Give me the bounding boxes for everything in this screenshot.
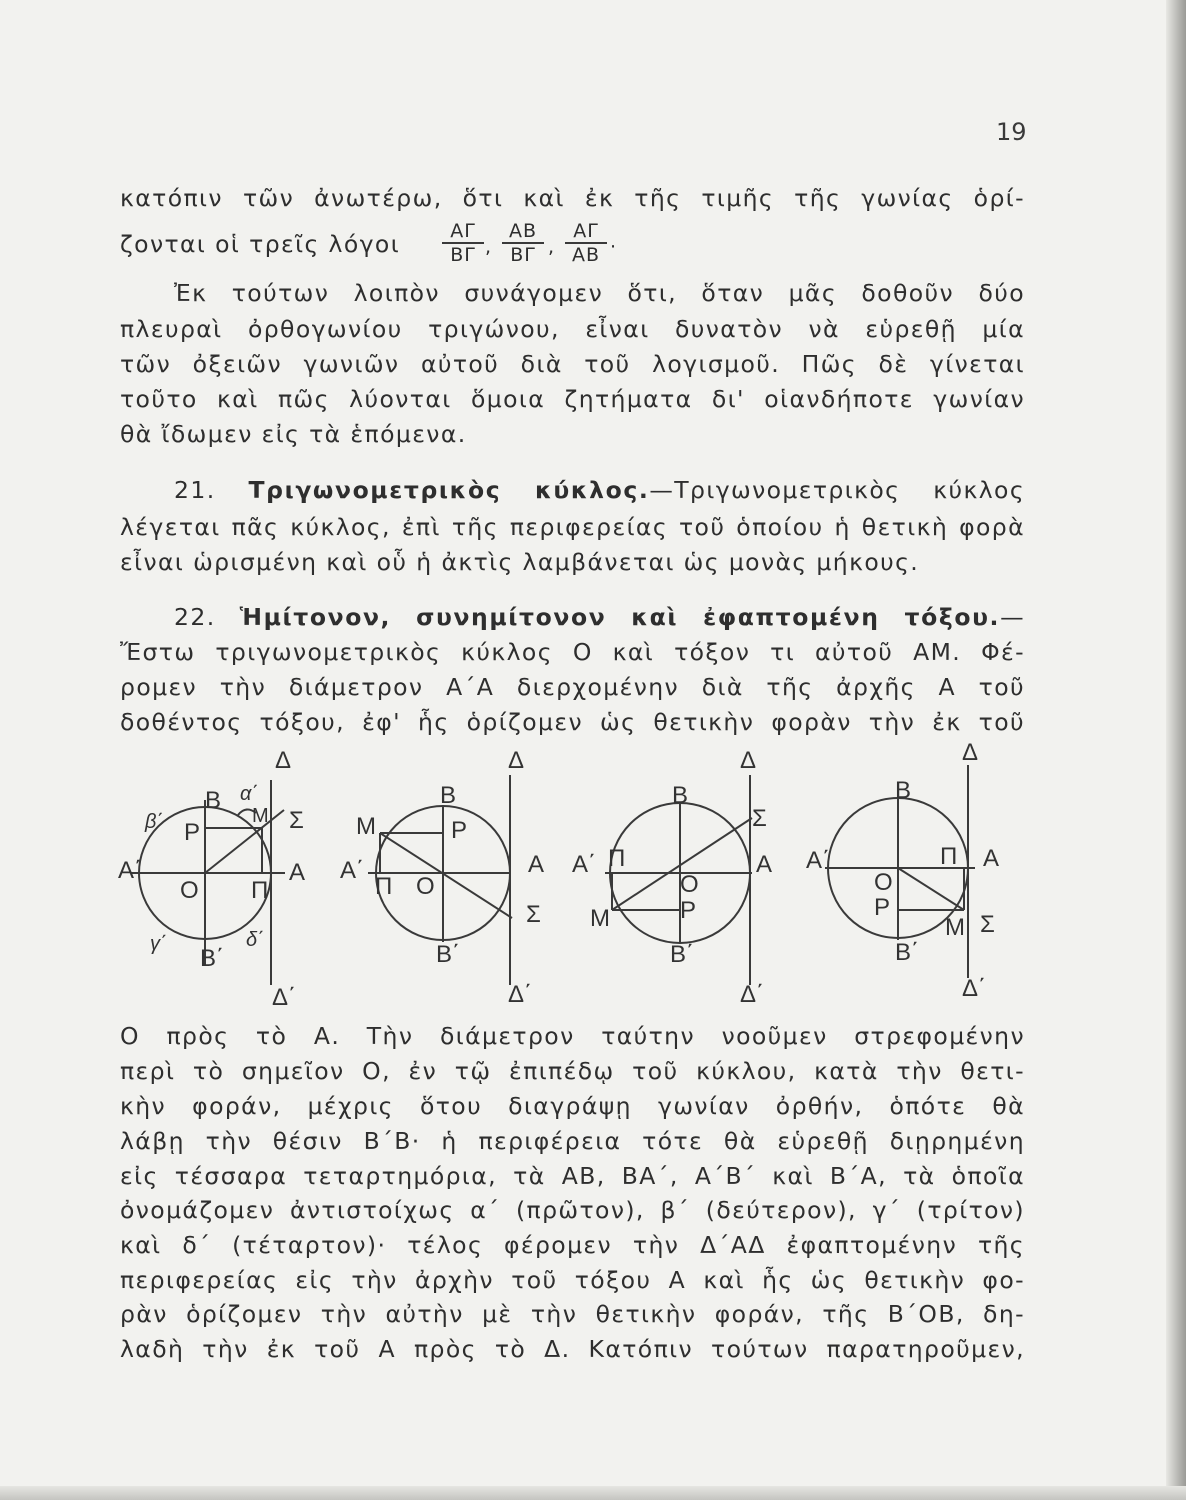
label: Α΄ [340,857,364,884]
label: Π [608,845,626,872]
text-line: πλευραὶ ὀρθογωνίου τριγώνου, εἶναι δυνατὸν νὰ εὑρεθῇ μία [120,315,1025,343]
label: Δ [740,747,757,774]
fraction-separator: , [548,236,556,258]
label: Δ [508,747,525,774]
ratio-lead: ζονται οἱ τρεῖς λόγοι [120,230,401,258]
label: Μ [945,914,965,941]
label: Ο [180,877,199,904]
text-line: Ἐκ τούτων λοιπὸν συνάγομεν ὅτι, ὅταν μᾶς δοθοῦν δύο [174,279,1025,307]
label: Δ΄ [508,981,533,1008]
label: Δ΄ [962,975,987,1002]
label: Α΄ [118,857,142,884]
fraction-numerator: ΑΒ [502,220,544,244]
label: Α [983,845,1000,872]
section-heading: Ἡμίτονον, συνημίτονον καὶ ἐφαπτομένη τόξου. [239,603,1001,631]
fraction-denominator: ΒΓ [450,244,476,266]
label: Π [940,843,958,870]
page-number: 19 [996,118,1027,146]
label: Π [375,873,393,900]
label: α΄ [240,783,259,805]
text-line: δοθέντος τόξου, ἐφ' ἧς ὁρίζομεν ὡς θετικὴν φορὰν τὴν ἐκ τοῦ [120,708,1025,736]
text-line: καὶ δ΄ (τέταρτον)· τέλος φέρομεν τὴν Δ΄ΑΔ ἐφαπτομένην τῆς [120,1231,1025,1259]
text-line: ὀνομάζομεν ἀντιστοίχως α΄ (πρῶτον), β΄ (δεύτερον), γ΄ (τρίτον) [120,1196,1025,1224]
text-line: περὶ τὸ σημεῖον Ο, ἐν τῷ ἐπιπέδῳ τοῦ κύκλου, κατὰ τὴν θετι- [120,1057,1025,1085]
text-line: περιφερείας εἰς τὴν ἀρχὴν τοῦ τόξου Α καὶ ἧς ὡς θετικὴν φο- [120,1266,1025,1294]
fraction-denominator: ΑΒ [571,244,601,266]
label: Ο [874,869,893,896]
label: Β΄ [895,939,919,966]
label: Β [672,782,689,809]
text-line: εἶναι ὡρισμένη καὶ οὗ ἡ ἀκτὶς λαμβάνεται ὡς μονὰς μήκους. [120,548,920,576]
label: Σ [752,805,767,832]
label: Β [205,787,222,814]
fraction-numerator: ΑΓ [565,220,607,244]
label: Δ΄ [272,984,297,1011]
label: Α [528,851,545,878]
label: δ΄ [246,929,264,951]
radius-to-M [898,868,964,910]
label: β΄ [145,811,164,833]
text-line: εἰς τέσσαρα τεταρτημόρια, τὰ ΑΒ, ΒΑ΄, Α΄Β΄ καὶ Β΄Α, τὰ ὁποῖα [120,1162,1025,1190]
label: Ρ [451,817,468,844]
label: Β [895,777,912,804]
fraction-separator: · [610,236,618,258]
section-number: 22. [174,603,216,631]
label: Δ΄ [740,981,765,1008]
text-line: ρομεν τὴν διάμετρον Α΄Α διερχομένην διὰ τῆς ἀρχῆς Α τοῦ [120,673,1025,701]
text-line: τῶν ὀξειῶν γωνιῶν αὐτοῦ διὰ τοῦ λογισμοῦ. Πῶς δὲ γίνεται [120,350,1025,378]
text-line: κὴν φοράν, μέχρις ὅτου διαγράψῃ γωνίαν ὀρθήν, ὁπότε θὰ [120,1092,1025,1120]
label: Π [251,877,269,904]
label: Α [289,859,306,886]
label: Β΄ [436,941,460,968]
text-line: θὰ ἴδωμεν εἰς τὰ ἑπόμενα. [120,420,467,448]
label: Ρ [680,897,697,924]
label: Σ [289,807,304,834]
section-heading: Τριγωνομετρικὸς κύκλος. [248,476,650,504]
label: Σ [980,911,995,938]
text-line: λάβῃ τὴν θέσιν Β΄Β· ἡ περιφέρεια τότε θὰ εὑρεθῇ διῃρημένη [120,1127,1025,1155]
label: Μ [590,905,610,932]
label: Μ [252,805,269,827]
label: γ΄ [150,933,167,955]
label: Α΄ [572,851,596,878]
section-number: 21. [174,476,216,504]
label: Ρ [874,894,891,921]
label: Α΄ [806,847,830,874]
text-line: ρὰν ὁρίζομεν τὴν αὐτὴν μὲ τὴν θετικὴν φοράν, τῆς Β΄ΟΒ, δη- [120,1300,1025,1328]
label: Δ [275,747,292,774]
text-line: Ἔστω τριγωνομετρικὸς κύκλος Ο καὶ τόξον τι αὐτοῦ ΑΜ. Φέ- [120,638,1025,666]
label: Β΄ [670,941,694,968]
label: Ο [416,873,435,900]
text-line: τοῦτο καὶ πῶς λύονται ὅμοια ζητήματα δι' οἱανδήποτε γωνίαν [120,385,1025,413]
text-line: Ο πρὸς τὸ Α. Τὴν διάμετρον ταύτην νοοῦμεν στρεφομένην [120,1022,1025,1050]
section-heading-rest: —Τριγωνομετρικὸς κύκλος [649,476,1026,504]
text-line: λαδὴ τὴν ἐκ τοῦ Α πρὸς τὸ Δ. Κατόπιν τούτων παρατηροῦμεν, [120,1335,1025,1363]
label: Α [756,851,773,878]
section-heading-rest: — [1000,603,1025,631]
label: Μ [356,813,376,840]
text-line: κατόπιν τῶν ἀνωτέρω, ὅτι καὶ ἐκ τῆς τιμῆς τῆς γωνίας ὁρί- [120,184,1025,212]
label: Δ [962,739,979,766]
fraction-numerator: ΑΓ [442,220,484,244]
label: Ο [680,871,699,898]
line-M-Sigma [380,833,512,918]
label: Β [440,782,457,809]
text-line: λέγεται πᾶς κύκλος, ἐπὶ τῆς περιφερείας τοῦ ὁποίου ἡ θετικὴ φορὰ [120,513,1025,541]
label: Β΄ [200,945,224,972]
fraction-separator: , [485,236,493,258]
fraction-denominator: ΒΓ [510,244,536,266]
label: Ρ [184,819,201,846]
label: Σ [526,901,541,928]
